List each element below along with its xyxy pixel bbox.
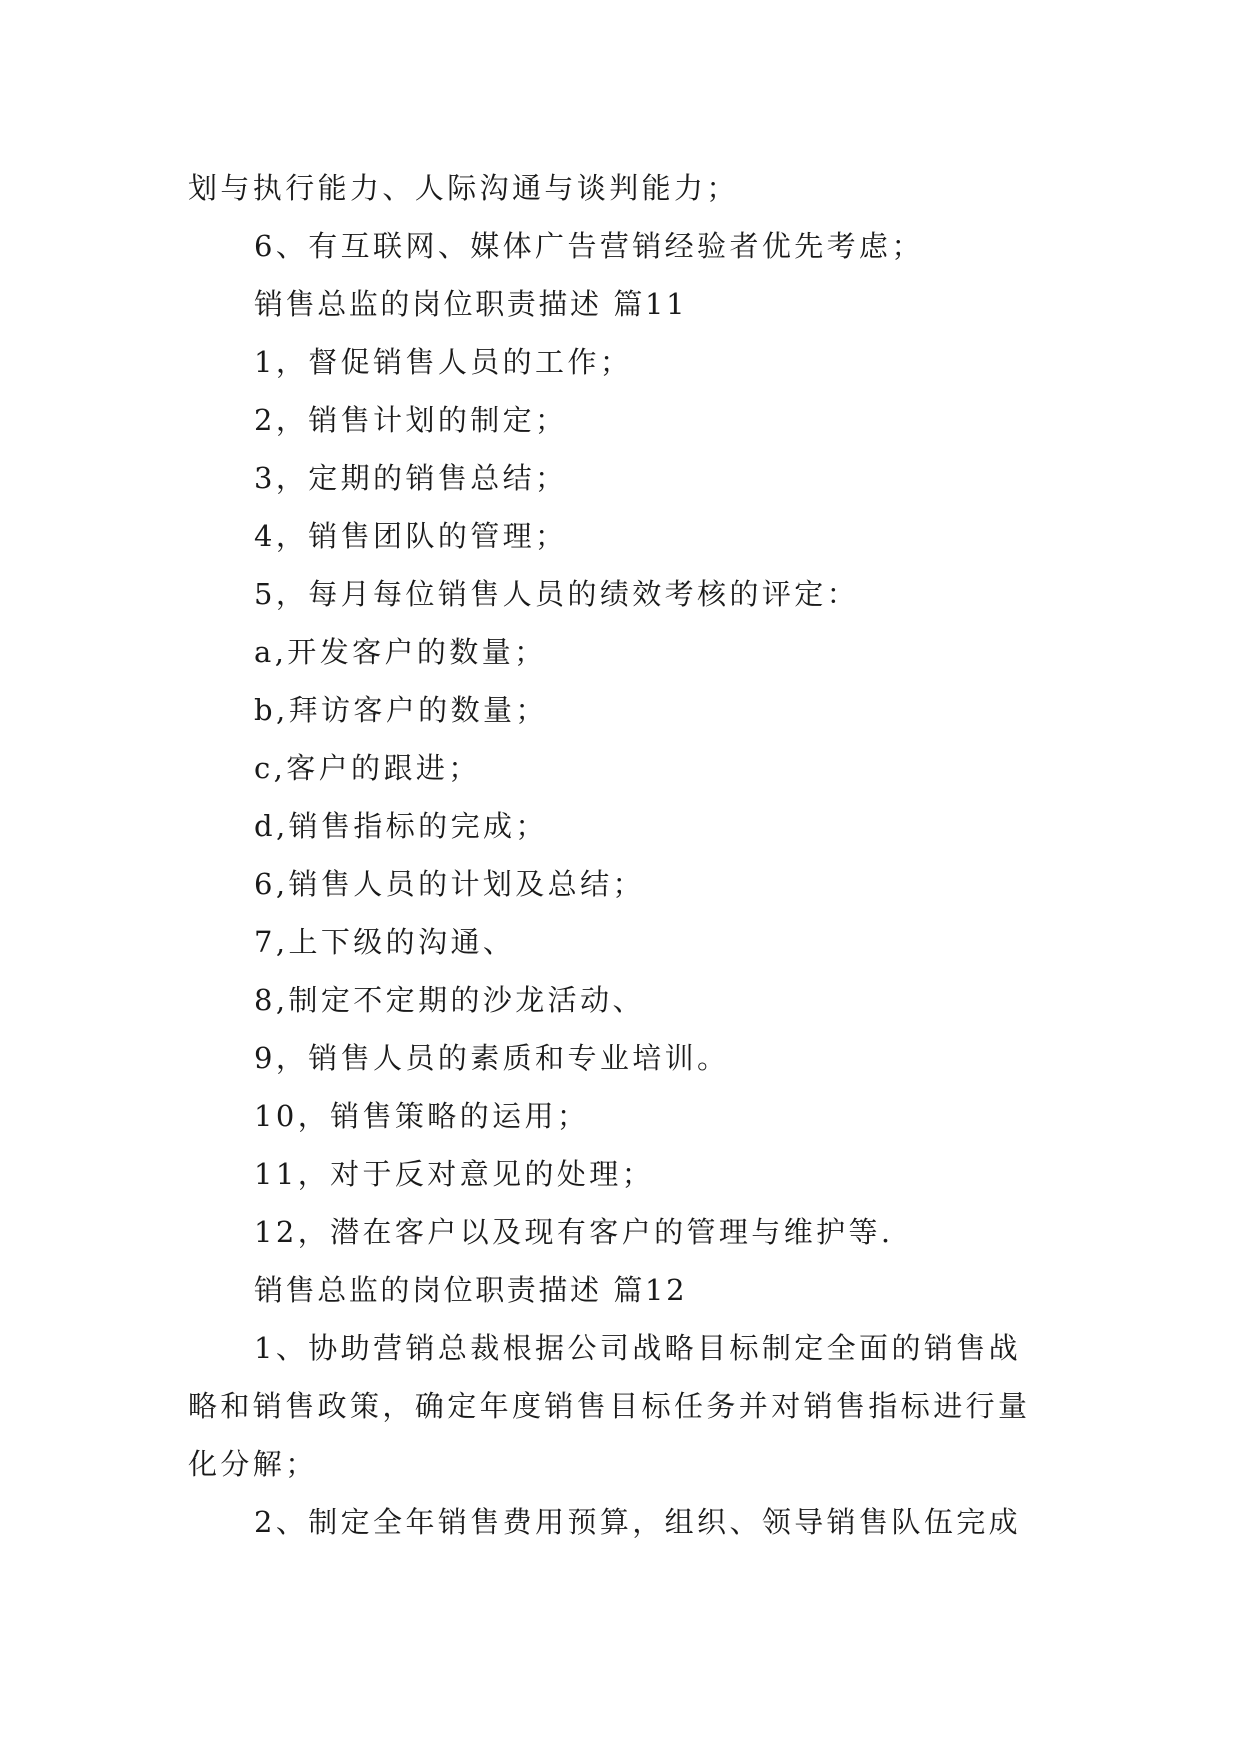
sub-list-item: a,开发客户的数量； bbox=[254, 635, 547, 669]
sub-list-item: d,销售指标的完成； bbox=[254, 809, 548, 843]
paragraph-line: 2、制定全年销售费用预算，组织、领导销售队伍完成 bbox=[254, 1505, 1022, 1539]
section-heading: 销售总监的岗位职责描述 篇11 bbox=[254, 287, 688, 321]
sub-list-item: c,客户的跟进； bbox=[254, 751, 481, 785]
paragraph-line: 略和销售政策，确定年度销售目标任务并对销售指标进行量 bbox=[188, 1389, 1031, 1423]
list-item: 5，每月每位销售人员的绩效考核的评定： bbox=[254, 577, 860, 611]
paragraph-continuation: 划与执行能力、人际沟通与谈判能力； bbox=[188, 171, 739, 205]
list-item: 1，督促销售人员的工作； bbox=[254, 345, 633, 379]
paragraph-line: 化分解； bbox=[188, 1447, 318, 1481]
list-item: 6、有互联网、媒体广告营销经验者优先考虑； bbox=[254, 229, 924, 263]
paragraph-line: 1、协助营销总裁根据公司战略目标制定全面的销售战 bbox=[254, 1331, 1022, 1365]
list-item: 9，销售人员的素质和专业培训。 bbox=[254, 1041, 730, 1075]
list-item: 3，定期的销售总结； bbox=[254, 461, 568, 495]
list-item: 7,上下级的沟通、 bbox=[254, 925, 516, 959]
sub-list-item: b,拜访客户的数量； bbox=[254, 693, 548, 727]
list-item: 10，销售策略的运用； bbox=[254, 1099, 590, 1133]
list-item: 6,销售人员的计划及总结； bbox=[254, 867, 645, 901]
list-item: 11，对于反对意见的处理； bbox=[254, 1157, 655, 1191]
list-item: 2，销售计划的制定； bbox=[254, 403, 568, 437]
list-item: 8,制定不定期的沙龙活动、 bbox=[254, 983, 645, 1017]
list-item: 4，销售团队的管理； bbox=[254, 519, 568, 553]
list-item: 12，潜在客户以及现有客户的管理与维护等. bbox=[254, 1215, 894, 1249]
section-heading: 销售总监的岗位职责描述 篇12 bbox=[254, 1273, 688, 1307]
